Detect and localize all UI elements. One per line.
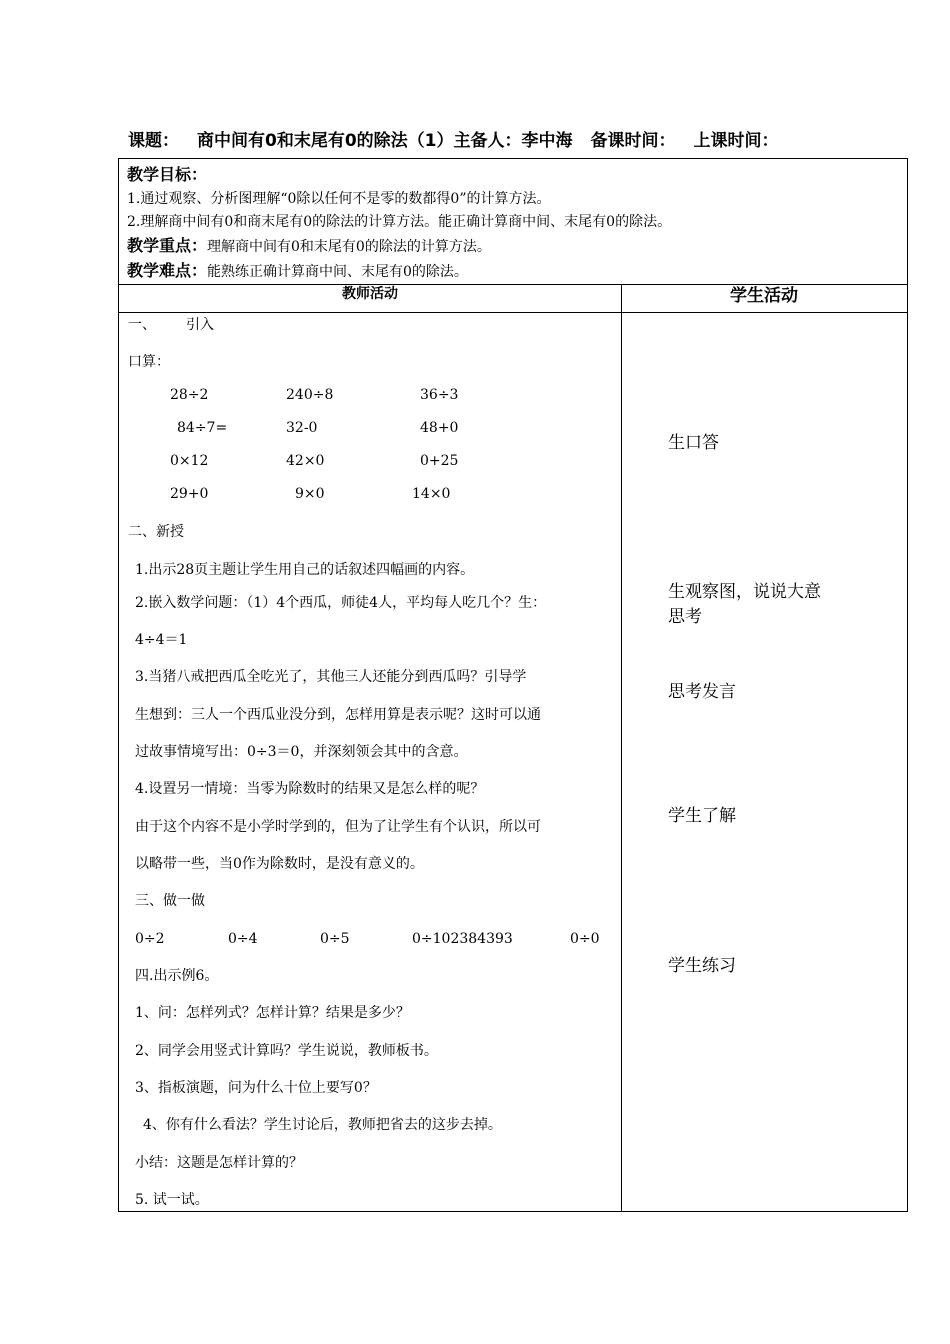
paragraph: 3、指板演题，问为什么十位上要写0？	[135, 1080, 377, 1096]
difficulty-label: 教学难点：	[127, 261, 208, 280]
section-1-title: 引入	[186, 317, 214, 333]
student-activity: 思考发言	[668, 682, 736, 702]
paragraph: 过故事情境写出：0÷3＝0，并深刻领会其中的含意。	[135, 744, 468, 760]
student-activity: 生观察图，说说大意	[668, 582, 821, 602]
class-time-label: 上课时间：	[693, 131, 779, 151]
summary: 小结：这题是怎样计算的？	[135, 1155, 303, 1171]
topic-label: 课题：	[128, 131, 179, 151]
goals-title: 教学目标：	[127, 165, 208, 184]
student-activity: 学生练习	[668, 956, 736, 976]
paragraph: 4÷4＝1	[135, 632, 188, 648]
paragraph: 4、你有什么看法？学生讨论后，教师把省去的这步去掉。	[143, 1117, 502, 1133]
section-3-title: 三、做一做	[135, 893, 205, 909]
student-activity: 生口答	[668, 433, 719, 453]
oral-item: 0+25	[420, 453, 459, 469]
section-2-title: 二、新授	[128, 524, 184, 540]
oral-item: 32-0	[286, 420, 318, 436]
paragraph: 由于这个内容不是小学时学到的，但为了让学生有个认识，所以可	[135, 819, 541, 835]
student-activity: 学生了解	[668, 806, 736, 826]
paragraph: 2.嵌入数学问题：（1）4个西瓜，师徒4人，平均每人吃几个？生：	[135, 595, 547, 611]
oral-item: 48+0	[420, 420, 459, 436]
paragraph: 1.出示28页主题让学生用自己的话叙述四幅画的内容。	[135, 562, 475, 578]
practice-item: 0÷0	[570, 931, 600, 947]
paragraph: 4.设置另一情境：当零为除数时的结果又是怎么样的呢？	[135, 781, 485, 797]
teacher-column-header: 教师活动	[119, 285, 621, 313]
topic: 商中间有0和末尾有0的除法（1）	[197, 131, 454, 151]
column-divider	[621, 285, 622, 1211]
oral-item: 28÷2	[170, 387, 209, 403]
goal-item: 2.理解商中间有0和商末尾有0的除法的计算方法。能正确计算商中间、末尾有0的除法。	[127, 214, 672, 230]
practice-item: 0÷102384393	[412, 931, 513, 947]
oral-item: 42×0	[286, 453, 325, 469]
prep-time-label: 备课时间：	[590, 131, 676, 151]
practice-item: 0÷5	[320, 931, 350, 947]
paragraph: 3.当猪八戒把西瓜全吃光了，其他三人还能分到西瓜吗？引导学	[135, 669, 527, 685]
preparer: 李中海	[521, 131, 573, 151]
oral-item: 14×0	[412, 486, 451, 502]
preparer-label: 主备人：	[453, 131, 522, 151]
difficulty-text: 能熟练正确计算商中间、末尾有0的除法。	[207, 264, 468, 280]
student-column-header: 学生活动	[621, 285, 907, 313]
paragraph: 2、同学会用竖式计算吗？学生说说，教师板书。	[135, 1043, 438, 1059]
paragraph: 以略带一些，当0作为除数时，是没有意义的。	[135, 856, 424, 872]
goal-item: 1.通过观察、分析图理解“0除以任何不是零的数都得0”的计算方法。	[127, 191, 551, 207]
oral-item: 29+0	[170, 486, 209, 502]
paragraph: 1、问：怎样列式？怎样计算？结果是多少？	[135, 1005, 410, 1021]
key-text: 理解商中间有0和末尾有0的除法的计算方法。	[207, 239, 491, 255]
lesson-header	[128, 126, 779, 151]
paragraph: 生想到：三人一个西瓜业没分到，怎样用算是表示呢？这时可以通	[135, 707, 541, 723]
practice-item: 0÷2	[135, 931, 165, 947]
oral-item: 240÷8	[286, 387, 334, 403]
oral-item: 84÷7=	[177, 420, 228, 436]
section-1-number: 一、	[128, 317, 156, 333]
student-activity: 思考	[668, 607, 702, 627]
goals-section	[119, 159, 907, 285]
practice-item: 0÷4	[228, 931, 258, 947]
oral-label: 口算：	[128, 354, 170, 370]
section-4-title: 四.出示例6。	[135, 968, 219, 984]
oral-item: 0×12	[170, 453, 209, 469]
key-label: 教学重点：	[127, 236, 208, 255]
oral-item: 36÷3	[420, 387, 459, 403]
paragraph: 5. 试一试。	[135, 1192, 209, 1208]
oral-item: 9×0	[295, 486, 325, 502]
